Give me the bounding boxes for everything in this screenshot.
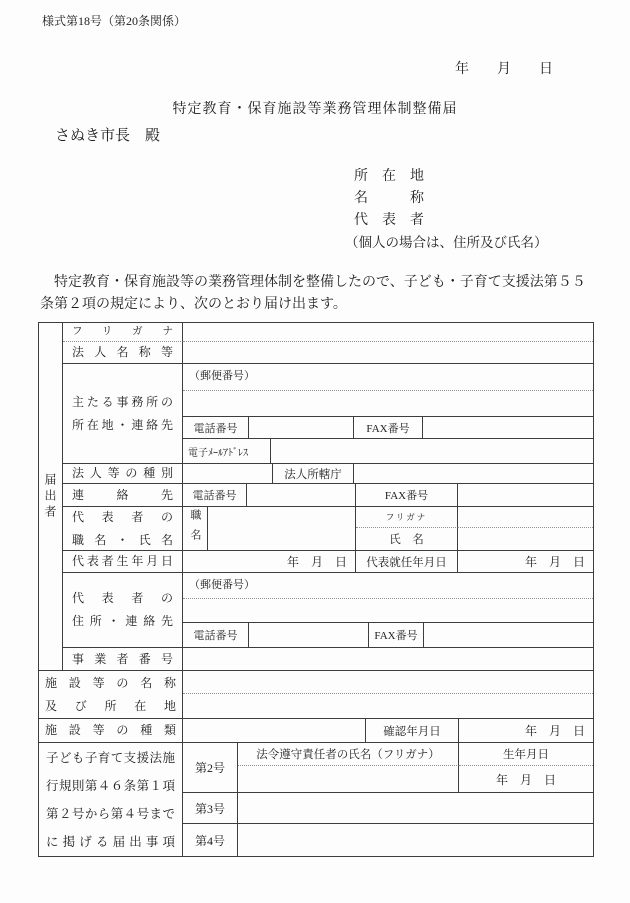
body-line-1: 特定教育・保育施設等の業務管理体制を整備したので、子ども・子育て支援法第５５ [40,275,586,290]
label-rep-addr-line1: 代表者の [72,591,173,605]
main-office-email-value [271,439,593,464]
rep-appointed-value: 年 月 日 [458,551,593,573]
rep-postal-code: （郵便番号） [183,573,593,599]
applicant-signature-block [345,166,548,254]
label-rule-items [39,743,183,856]
individual-note: （個人の場合は、住所及び氏名） [345,235,548,250]
law-officer-label: 法令遵守責任者の氏名（フリガナ） [238,743,459,766]
addressee: さぬき市長 殿 [55,128,161,144]
label-main-office-line2: 所在地・連絡先 [72,417,173,432]
label-rep-title-name [63,507,183,551]
jurisdiction-value [354,464,593,484]
business-number-value [183,648,593,671]
label-rule-line3: 第２号から第４号まで [46,806,175,821]
item3-header: 第3号 [183,793,238,824]
rep-kana-label: フリガナ [356,507,458,528]
label-rule-line2: 行規則第４６条第１項 [46,778,175,793]
label-rep-addr-line2: 住所・連絡先 [72,614,173,628]
rep-name-label: 氏 名 [356,528,458,551]
label-contact: 連絡先 [63,484,183,507]
main-office-email-label: 電子ﾒｰﾙｱﾄﾞﾚｽ [183,439,271,464]
law-officer-birthday-value: 年 月 日 [459,766,593,793]
confirmed-date-label: 確認年月日 [366,719,459,743]
label-facility-name-line1: 施設等の名称 [45,675,176,690]
law-officer-name-value [238,766,459,793]
main-office-fax-label: FAX番号 [354,417,423,439]
job-title-label: 職名 [189,508,201,549]
facility-name-value [183,671,593,694]
rep-kana-value [458,507,593,528]
applicant-group-label: 届出者 [43,472,57,521]
rep-tel-label: 電話番号 [183,623,249,648]
applicant-group-header [39,323,63,671]
field-location: 所 在 地 [354,169,424,184]
item4-header: 第4号 [183,824,238,856]
rep-tel-value [249,623,369,648]
contact-fax-label: FAX番号 [356,484,458,507]
rep-fax-value [424,623,593,648]
rep-birthday-value: 年 月 日 [183,551,356,573]
form-number: 様式第18号（第20条関係） [42,14,187,28]
label-facility-name [39,671,183,719]
job-title-value [208,507,356,551]
rep-fax-label: FAX番号 [369,623,424,648]
corp-type-value [183,464,273,484]
main-office-postal-code: （郵便番号） [183,364,593,391]
contact-tel-label: 電話番号 [183,484,247,507]
label-rule-line1: 子ども子育て支援法施 [46,750,175,765]
body-paragraph [40,272,596,316]
label-rep-title-line2: 職名・氏名 [72,532,173,547]
rep-appointed-label: 代表就任年月日 [356,551,458,573]
label-rule-line4: に掲げる届出事項 [46,834,175,849]
date-field: 年 月 日 [455,62,553,77]
label-main-office [63,364,183,464]
rep-name-value [458,528,593,551]
label-rep-title-line1: 代表者の [72,509,173,524]
label-rep-address [63,573,183,648]
field-name: 名 称 [354,191,424,206]
job-title-header [183,507,208,551]
item4-value [238,824,593,856]
label-furigana: フリガナ [63,323,183,342]
contact-tel-value [247,484,356,507]
main-office-address-value [183,391,593,417]
label-facility-type: 施設等の種類 [39,719,183,743]
value-furigana [183,323,593,342]
law-officer-birthday-label: 生年月日 [459,743,593,766]
main-office-tel-label: 電話番号 [183,417,249,439]
facility-address-value [183,694,593,719]
jurisdiction-label: 法人所轄庁 [273,464,354,484]
label-business-number: 事業者番号 [63,648,183,671]
facility-type-value [183,719,366,743]
label-main-office-line1: 主たる事務所の [72,394,173,409]
main-office-tel-value [249,417,354,439]
value-corporate-name [183,342,593,364]
field-representative: 代 表 者 [354,213,424,228]
label-facility-name-line2: 及び所在地 [45,698,176,713]
label-corp-type: 法人等の種別 [63,464,183,484]
contact-fax-value [458,484,593,507]
label-rep-birthday: 代表者生年月日 [63,551,183,573]
label-corporate-name: 法人名称等 [63,342,183,364]
confirmed-date-value: 年 月 日 [459,719,593,743]
item3-value [238,793,593,824]
notification-table [38,322,594,857]
main-office-fax-value [423,417,593,439]
rep-address-value [183,599,593,623]
body-line-2: 条第２項の規定により、次のとおり届け出ます。 [40,297,347,312]
item2-header: 第2号 [183,743,238,793]
page-title: 特定教育・保育施設等業務管理体制整備届 [172,102,458,117]
